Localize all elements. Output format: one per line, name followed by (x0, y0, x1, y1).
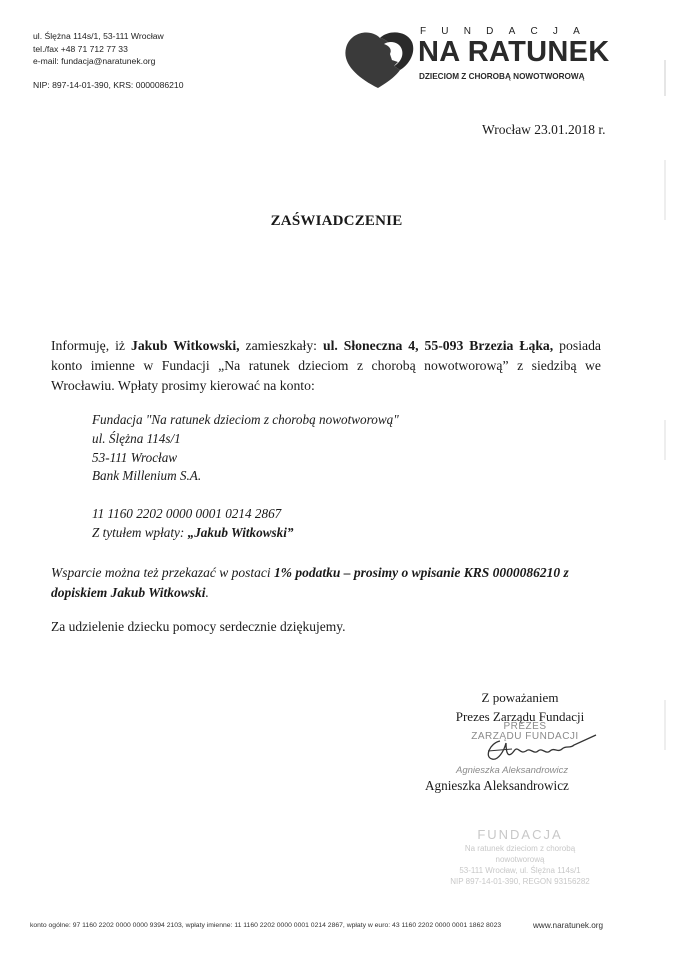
letter-date: Wrocław 23.01.2018 r. (482, 122, 606, 137)
main-paragraph (51, 336, 601, 395)
transfer-title-label: Z tytułem wpłaty: (92, 524, 188, 540)
header-contact (33, 30, 184, 91)
stamp-line-2: ZARZĄDU FUNDACJI (471, 731, 579, 742)
main-text-3: posiada konto imienne w Fundacji „Na ratunek dzieciom z chorobą nowotworową” z siedzibą we Wrocławiu. Wpłaty prosimy kierować na konto: (51, 338, 601, 393)
transfer-title (92, 524, 399, 543)
footer-website: www.naratunek.org (533, 921, 604, 930)
faded-stamp-line-5: NIP 897-14-01-390, REGON 93156282 (450, 877, 590, 886)
header-email: e-mail: fundacja@naratunek.org (33, 56, 156, 67)
signer-name: Agnieszka Aleksandrowicz (425, 778, 569, 793)
faded-stamp-line-3: nowotworową (495, 855, 545, 864)
faded-stamp-line-4: 53-111 Wrocław, ul. Ślężna 114s/1 (459, 866, 581, 875)
document-title: ZAŚWIADCZENIE (270, 213, 403, 229)
account-city: 53-111 Wrocław (92, 449, 178, 465)
transfer-title-value: „Jakub Witkowski” (187, 524, 294, 540)
child-profile-heart-icon (340, 30, 418, 90)
support-krs: 1% podatku – prosimy o wpisanie KRS 0000086210 z dopiskiem Jakub Witkowski (51, 565, 569, 600)
logo-na-ratunek: NA RATUNEK (418, 36, 610, 68)
beneficiary-address: ul. Słoneczna 4, 55-093 Brzezia Łąka, (322, 338, 554, 353)
faded-stamp-line-2: Na ratunek dzieciom z chorobą (464, 844, 576, 853)
closing-role: Prezes Zarządu Fundacji (455, 709, 585, 724)
faded-stamp-line-1: FUNDACJA (477, 827, 563, 842)
logo-fundacja: FUNDACJA (420, 26, 595, 37)
handwritten-signature (478, 733, 598, 767)
support-paragraph (51, 563, 601, 603)
stamp-line-1: PREZES (503, 721, 547, 732)
main-text-2: zamieszkały: (239, 338, 323, 353)
thanks-line: Za udzielenie dziecku pomocy serdecznie dziękujemy. (51, 619, 346, 634)
logo-tagline: DZIECIOM Z CHOROBĄ NOWOTWOROWĄ (419, 72, 585, 81)
stamp-name: Agnieszka Aleksandrowicz (456, 765, 569, 776)
header-address: ul. Ślężna 114s/1, 53-111 Wrocław (33, 31, 164, 41)
beneficiary-name: Jakub Witkowski, (130, 338, 240, 353)
footer-accounts: konto ogólne: 97 1160 2202 0000 0000 9394 2103, wpłaty imienne: 11 1160 2202 0000 0001 0214 2867, wpłaty w euro: 43 1160 2202 0000 0001 1862 8023 (30, 922, 502, 929)
main-text-1: Informuję, iż (51, 338, 131, 353)
account-street: ul. Ślężna 114s/1 (92, 430, 181, 446)
closing-greeting: Z poważaniem (481, 690, 559, 705)
header-phone: tel./fax +48 71 712 77 33 (33, 43, 128, 54)
support-text-1: Wsparcie można też przekazać w postaci (51, 565, 274, 580)
account-number: 11 1160 2202 0000 0001 0214 2867 (92, 506, 282, 522)
support-text-2: . (205, 584, 209, 600)
foundation-stamp (420, 827, 620, 887)
account-bank: Bank Millenium S.A. (92, 468, 202, 484)
account-org: Fundacja "Na ratunek dzieciom z chorobą nowotworową" (92, 412, 399, 427)
account-details (92, 411, 399, 543)
scan-edge-marks (661, 0, 669, 960)
header-ids: NIP: 897-14-01-390, KRS: 0000086210 (33, 79, 184, 90)
foundation-logo (340, 24, 630, 94)
